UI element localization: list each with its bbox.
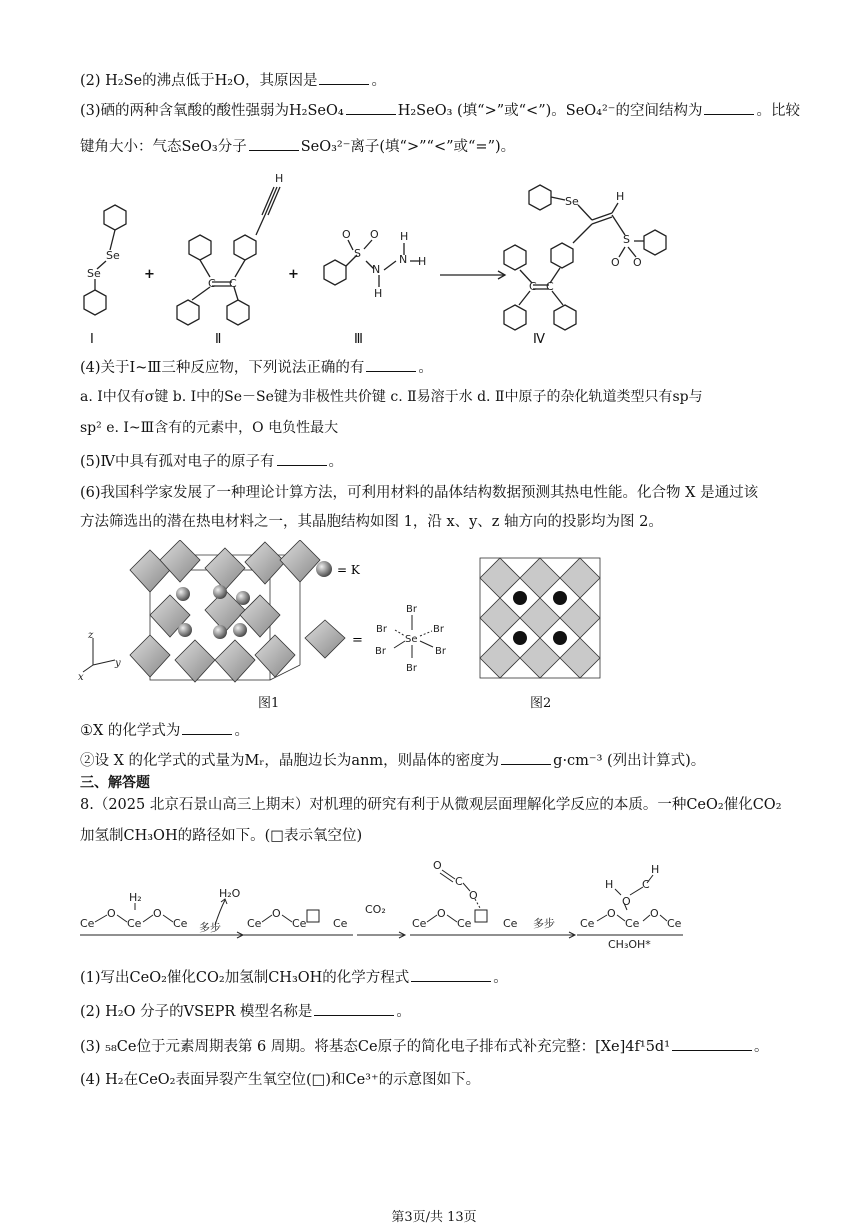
p3-line [80,1036,769,1057]
svg-text:H: H [275,172,284,185]
k-atom [233,623,247,637]
svg-text:Se: Se [565,195,579,208]
svg-text:Br: Br [406,604,417,615]
p2-end: 。 [396,1004,411,1020]
svg-text:Ce: Ce [457,917,472,930]
svg-text:Br: Br [433,624,444,635]
svg-text:O: O [633,256,642,269]
q4-line [80,357,433,378]
q6b-text-a: ②设 X 的化学式的式量为Mᵣ，晶胞边长为anm，则晶体的密度为 [80,753,500,769]
p1-line [80,967,508,988]
q6b-text-b: g·cm⁻³ (列出计算式)。 [553,753,706,769]
q4-blank[interactable] [366,357,416,372]
svg-text:S: S [623,233,630,246]
p2-text: (2) H₂O 分子的VSEPR 模型名称是 [80,1004,313,1020]
q3-blank2[interactable] [704,100,754,115]
q3-blank3[interactable] [249,136,299,151]
q2-line [80,70,386,91]
svg-text:Ce: Ce [580,917,595,930]
svg-text:H: H [418,255,427,268]
svg-text:C: C [455,875,463,888]
q6a-end: 。 [234,723,249,739]
svg-text:O: O [272,907,281,920]
q2-end: 。 [371,73,386,89]
p3-text: (3) ₅₈Ce位于元素周期表第 6 周期。将基态Ce原子的简化电子排布式补充完整：[Xe]4f¹5d¹ [80,1039,671,1055]
svg-text:O: O [342,228,351,241]
p1-end: 。 [493,970,508,986]
plus-sign: + [144,267,155,282]
svg-text:O: O [469,889,478,902]
label-II: Ⅱ [215,332,222,345]
k-projection-dot [513,591,527,605]
oxygen-vacancy [475,910,487,922]
q6a-text: ①X 的化学式为 [80,723,181,739]
svg-text:C: C [546,280,554,293]
q3-text-c: 。比较 [756,103,800,119]
q6-text-2: 方法筛选出的潜在热电材料之一，其晶胞结构如图 1，沿 x、y、z 轴方向的投影均为图 2。 [80,514,663,530]
q3-text-b: H₂SeO₃ (填“>”或“<”)。SeO₄²⁻的空间结构为 [397,103,703,119]
svg-text:Ce: Ce [173,917,188,930]
legend-equals: = [352,633,363,648]
axis-x: x [78,672,84,683]
figure2-caption: 图2 [530,696,552,711]
product-label: CH₃OH* [608,938,651,950]
svg-text:O: O [611,256,620,269]
q3-text-d: 键角大小：气态SeO₃分子 [80,139,247,155]
q4-text: (4)关于Ⅰ~Ⅲ三种反应物，下列说法正确的有 [80,360,365,376]
mol1-ring-bottom [84,290,106,315]
svg-text:Br: Br [375,646,386,657]
q6a-line [80,720,249,741]
p3-end: 。 [754,1039,769,1055]
svg-text:C: C [229,277,237,290]
octahedron [245,542,285,584]
section-title: 三、解答题 [80,775,150,791]
svg-text:Ce: Ce [625,917,640,930]
se-atom: Se [87,267,101,280]
svg-text:C: C [529,280,537,293]
octahedron [280,540,320,582]
q5-text: (5)Ⅳ中具有孤对电子的原子有 [80,454,275,470]
svg-text:Br: Br [435,646,446,657]
q8-text-2: 加氢制CH₃OH的路径如下。(□表示氧空位) [80,828,363,844]
legend-octahedron [305,620,345,658]
svg-text:S: S [354,247,361,260]
svg-text:H: H [616,190,625,203]
co2-label: CO₂ [365,903,386,916]
k-atom [176,587,190,601]
k-atom [213,585,227,599]
q2-text: (2) H₂Se的沸点低于H₂O，其原因是 [80,73,318,89]
q3-line1 [80,100,800,121]
svg-text:Br: Br [376,624,387,635]
reaction-path [75,855,695,950]
figure1-caption: 图1 [258,696,280,711]
step-label: 多步 [199,921,221,934]
q6a-blank[interactable] [182,720,232,735]
svg-text:O: O [153,907,162,920]
h2o-label: H₂O [219,887,241,900]
h2-label: H₂ [129,891,142,904]
svg-text:Br: Br [406,663,417,674]
p3-blank[interactable] [672,1036,752,1051]
svg-text:H: H [605,878,614,891]
p2-line [80,1001,411,1022]
figure2-projection [480,558,600,678]
octahedron [215,640,255,682]
svg-text:H: H [374,287,383,300]
q5-line [80,451,343,472]
svg-text:N: N [372,263,381,276]
svg-text:Ce: Ce [80,917,95,930]
page-footer: 第3页/共 13页 [391,1210,477,1225]
svg-text:N: N [399,253,408,266]
q5-blank[interactable] [277,451,327,466]
axis-y: y [115,658,121,669]
svg-text:C: C [642,878,650,891]
svg-text:Ce: Ce [503,917,518,930]
oxygen-vacancy [307,910,319,922]
label-IV: Ⅳ [533,332,545,345]
mol1-ring-top [104,205,126,230]
octahedron [175,640,215,682]
svg-text:H: H [651,863,660,876]
p4-text: (4) H₂在CeO₂表面异裂产生氧空位(□)和Ce³⁺的示意图如下。 [80,1072,481,1088]
legend-k-ball [316,561,332,577]
step2-label: 多步 [533,917,555,930]
q3-text-a: (3)硒的两种含氧酸的酸性强弱为H₂SeO₄ [80,103,344,119]
q4-options-1: a. Ⅰ中仅有σ键 b. Ⅰ中的Se－Se键为非极性共价键 c. Ⅱ易溶于水 d. Ⅱ中原子的杂化轨道类型只有sp与 [80,389,703,405]
svg-text:O: O [622,895,631,908]
p1-blank[interactable] [411,967,491,982]
plus-sign: + [288,267,299,282]
svg-text:Ce: Ce [667,917,682,930]
axes-icon [83,638,115,672]
q2-blank[interactable] [319,70,369,85]
q8-text-1: 8.（2025 北京石景山高三上期末）对机理的研究有利于从微观层面理解化学反应的本质。一种CeO₂催化CO₂ [80,797,782,813]
octahedron [130,635,170,677]
q6b-blank[interactable] [501,750,551,765]
q5-end: 。 [328,454,344,470]
k-projection-dot [513,631,527,645]
label-I: Ⅰ [90,332,94,345]
reaction-scheme [70,165,790,345]
crystal-figures [75,540,795,720]
octahedron [160,540,200,582]
legend-k-text: = K [337,563,360,577]
p1-text: (1)写出CeO₂催化CO₂加氢制CH₃OH的化学方程式 [80,970,410,986]
k-atom [178,623,192,637]
k-projection-dot [553,631,567,645]
q3-blank1[interactable] [346,100,396,115]
k-atom [213,625,227,639]
q6b-line [80,750,705,771]
q6-text-1: (6)我国科学家发展了一种理论计算方法，可利用材料的晶体结构数据预测其热电性能。化合物 X 是通过该 [80,485,759,501]
q3-text-e: SeO₃²⁻离子(填“>”“<”或“=”)。 [300,139,516,155]
k-atom [236,591,250,605]
svg-text:O: O [437,907,446,920]
svg-text:C: C [208,277,216,290]
p2-blank[interactable] [314,1001,394,1016]
svg-text:H: H [400,230,409,243]
q4-options-2: sp² e. Ⅰ~Ⅲ含有的元素中，O 电负性最大 [80,420,339,436]
svg-text:Ce: Ce [412,917,427,930]
svg-text:Ce: Ce [292,917,307,930]
label-III: Ⅲ [354,332,363,345]
q3-line2 [80,136,515,157]
svg-text:O: O [370,228,379,241]
svg-text:Ce: Ce [247,917,262,930]
se-atom: Se [106,249,120,262]
octahedron [205,548,245,590]
svg-text:O: O [650,907,659,920]
axis-z: z [88,630,94,641]
svg-text:O: O [607,907,616,920]
k-projection-dot [553,591,567,605]
q4-end: 。 [418,360,433,376]
svg-text:Ce: Ce [333,917,348,930]
svg-text:Se: Se [405,634,418,645]
svg-text:O: O [107,907,116,920]
svg-text:O: O [433,859,442,872]
svg-text:Ce: Ce [127,917,142,930]
